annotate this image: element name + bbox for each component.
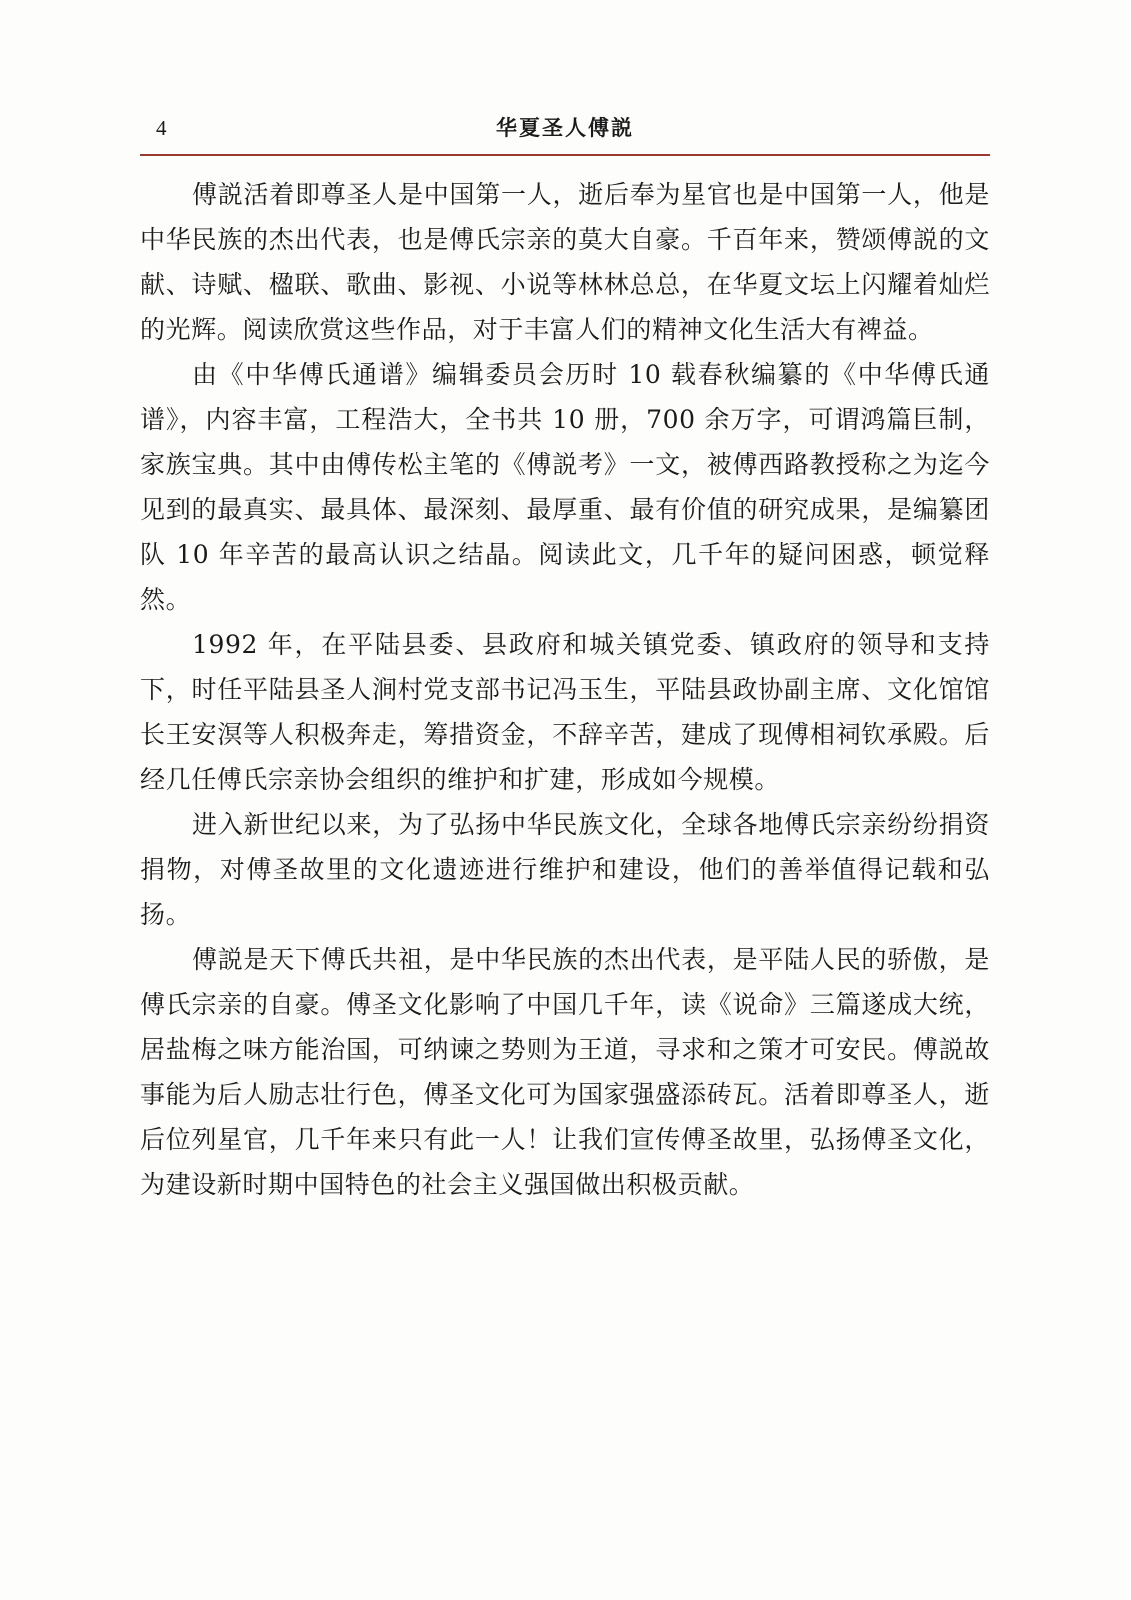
paragraph-4: 进入新世纪以来，为了弘扬中华民族文化，全球各地傅氏宗亲纷纷捐资捐物，对傅圣故里的文化遗迹进行维护和建设，他们的善举值得记载和弘扬。 — [140, 810, 990, 929]
paragraph-3: 1992 年，在平陆县委、县政府和城关镇党委、镇政府的领导和支持下，时任平陆县圣人涧村党支部书记冯玉生，平陆县政协副主席、文化馆馆长王安溟等人积极奔走，筹措资金，不辞辛苦，建成了现傅相祠钦承殿。后经几任傅氏宗亲协会组织的维护和扩建，形成如今规模。 — [140, 630, 990, 794]
paragraph-2: 由《中华傅氏通谱》编辑委员会历时 10 载春秋编纂的《中华傅氏通谱》，内容丰富，工程浩大，全书共 10 册，700 余万字，可谓鸿篇巨制，家族宝典。其中由傅传松主笔的《傅説考》一文，被傅西路教授称之为迄今见到的最真实、最具体、最深刻、最厚重、最有价值的研究成果，是编纂团队 10 年辛苦的最高认识之结晶。阅读此文，几千年的疑问困惑，顿觉释然。 — [140, 360, 990, 614]
body-text — [140, 172, 990, 1207]
paragraph-1: 傅説活着即尊圣人是中国第一人，逝后奉为星官也是中国第一人，他是中华民族的杰出代表，也是傅氏宗亲的莫大自豪。千百年来，赞颂傅説的文献、诗赋、楹联、歌曲、影视、小说等林林总总，在华夏文坛上闪耀着灿烂的光辉。阅读欣赏这些作品，对于丰富人们的精神文化生活大有裨益。 — [140, 180, 990, 344]
paragraph-5: 傅説是天下傅氏共祖，是中华民族的杰出代表，是平陆人民的骄傲，是傅氏宗亲的自豪。傅圣文化影响了中国几千年，读《说命》三篇遂成大统，居盐梅之味方能治国，可纳谏之势则为王道，寻求和之策才可安民。傅説故事能为后人励志壮行色，傅圣文化可为国家强盛添砖瓦。活着即尊圣人，逝后位列星官，几千年来只有此一人！让我们宣传傅圣故里，弘扬傅圣文化，为建设新时期中国特色的社会主义强国做出积极贡献。 — [140, 945, 990, 1199]
running-header — [140, 108, 990, 148]
book-title: 华夏圣人傅説 — [496, 116, 634, 140]
page-number: 4 — [156, 116, 167, 140]
header-divider — [140, 154, 990, 156]
